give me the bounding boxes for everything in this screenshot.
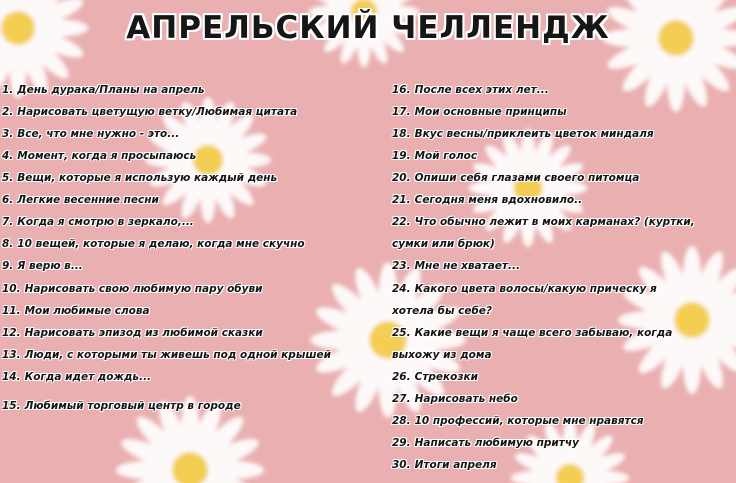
item-text: хотела бы себе?: [392, 305, 492, 317]
item-text: Написать любимую притчу: [414, 437, 579, 449]
page-title: АПРЕЛЬСКИЙ ЧЕЛЛЕНДЖ: [126, 10, 610, 46]
item-text: сумки или брюк): [392, 238, 495, 250]
challenge-item: [2, 150, 196, 162]
challenge-item: [392, 371, 478, 383]
item-number: 16.: [392, 84, 411, 96]
challenge-item: [392, 459, 497, 471]
item-text: Когда идет дождь...: [24, 371, 152, 383]
item-number: 18.: [392, 128, 411, 140]
challenge-item: [392, 283, 657, 295]
challenge-item: [392, 216, 695, 228]
challenge-item: [392, 260, 520, 272]
item-text: Я верю в...: [17, 260, 83, 272]
item-number: 15.: [2, 400, 21, 412]
item-number: 23.: [392, 260, 411, 272]
item-text: 10 вещей, которые я делаю, когда мне скучно: [17, 238, 305, 250]
challenge-item: [2, 238, 305, 250]
item-text: Опиши себя глазами своего питомца: [414, 172, 640, 184]
challenge-item: [2, 84, 205, 96]
daisy-flower: [511, 419, 629, 483]
item-number: 12.: [2, 327, 21, 339]
item-text: выхожу из дома: [392, 349, 492, 361]
item-number: 8.: [2, 238, 14, 250]
challenge-item: [2, 128, 179, 140]
item-number: 11.: [2, 305, 21, 317]
challenge-item: [392, 128, 654, 140]
challenge-item: [2, 172, 277, 184]
challenge-item: [392, 150, 477, 162]
item-number: 17.: [392, 106, 411, 118]
item-number: 9.: [2, 260, 14, 272]
challenge-item: [2, 216, 194, 228]
challenge-item: [2, 194, 159, 206]
item-number: 21.: [392, 194, 411, 206]
item-text: Нарисовать эпизод из любимой сказки: [24, 327, 263, 339]
challenge-item: [392, 305, 492, 317]
challenge-item: [392, 84, 549, 96]
challenge-item: [392, 349, 492, 361]
challenge-item: [392, 327, 672, 339]
challenge-item: [392, 238, 495, 250]
item-text: Люди, с которыми ты живешь под одной крышей: [24, 349, 331, 361]
item-number: 14.: [2, 371, 21, 383]
item-number: 13.: [2, 349, 21, 361]
item-number: 4.: [2, 150, 14, 162]
item-text: Какого цвета волосы/какую прическу я: [414, 283, 657, 295]
item-number: 30.: [392, 459, 411, 471]
challenge-item: [392, 172, 639, 184]
item-number: 29.: [392, 437, 411, 449]
item-text: 10 профессий, которые мне нравятся: [414, 415, 644, 427]
challenge-item: [2, 106, 297, 118]
item-number: 26.: [392, 371, 411, 383]
item-text: Легкие весенние песни: [17, 194, 159, 206]
item-text: Нарисовать небо: [414, 393, 518, 405]
challenge-item: [392, 393, 518, 405]
challenge-item: [392, 194, 582, 206]
item-text: Мои любимые слова: [24, 305, 150, 317]
item-text: Какие вещи я чаще всего забываю, когда: [414, 327, 673, 339]
item-number: 2.: [2, 106, 14, 118]
item-number: 28.: [392, 415, 411, 427]
challenge-item: [2, 400, 241, 412]
item-text: Мне не хватает...: [414, 260, 520, 272]
item-number: 25.: [392, 327, 411, 339]
challenge-item: [2, 371, 151, 383]
item-text: Когда я смотрю в зеркало,...: [17, 216, 194, 228]
item-text: Сегодня меня вдохновило..: [414, 194, 583, 206]
item-text: Мои основные принципы: [414, 106, 567, 118]
challenge-item: [2, 260, 83, 272]
challenge-item: [2, 283, 262, 295]
item-text: Стрекозки: [414, 371, 478, 383]
item-number: 10.: [2, 283, 21, 295]
item-text: День дурака/Планы на апрель: [17, 84, 205, 96]
daisy-flower: [469, 129, 587, 247]
item-number: 22.: [392, 216, 411, 228]
challenge-item: [392, 106, 567, 118]
item-text: Что обычно лежит в моих карманах? (куртки,: [414, 216, 695, 228]
item-text: Мой голос: [414, 150, 478, 162]
item-text: Нарисовать цветущую ветку/Любимая цитата: [17, 106, 298, 118]
item-number: 5.: [2, 172, 14, 184]
item-number: 3.: [2, 128, 14, 140]
item-text: Вещи, которые я использую каждый день: [17, 172, 278, 184]
item-number: 7.: [2, 216, 14, 228]
daisy-flower: [618, 246, 736, 394]
item-number: 27.: [392, 393, 411, 405]
item-text: Итоги апреля: [414, 459, 497, 471]
item-text: Момент, когда я просыпаюсь: [17, 150, 197, 162]
challenge-item: [2, 327, 263, 339]
item-number: 20.: [392, 172, 411, 184]
challenge-item: [392, 415, 644, 427]
item-text: Нарисовать свою любимую пару обуви: [24, 283, 263, 295]
challenge-item: [392, 437, 579, 449]
item-number: 24.: [392, 283, 411, 295]
item-number: 19.: [392, 150, 411, 162]
item-number: 6.: [2, 194, 14, 206]
challenge-item: [2, 349, 331, 361]
item-text: Все, что мне нужно - это...: [17, 128, 180, 140]
item-text: Вкус весны/приклеить цветок миндаля: [414, 128, 654, 140]
item-text: Любимый торговый центр в городе: [24, 400, 241, 412]
item-number: 1.: [2, 84, 14, 96]
item-text: После всех этих лет...: [414, 84, 549, 96]
challenge-item: [2, 305, 150, 317]
